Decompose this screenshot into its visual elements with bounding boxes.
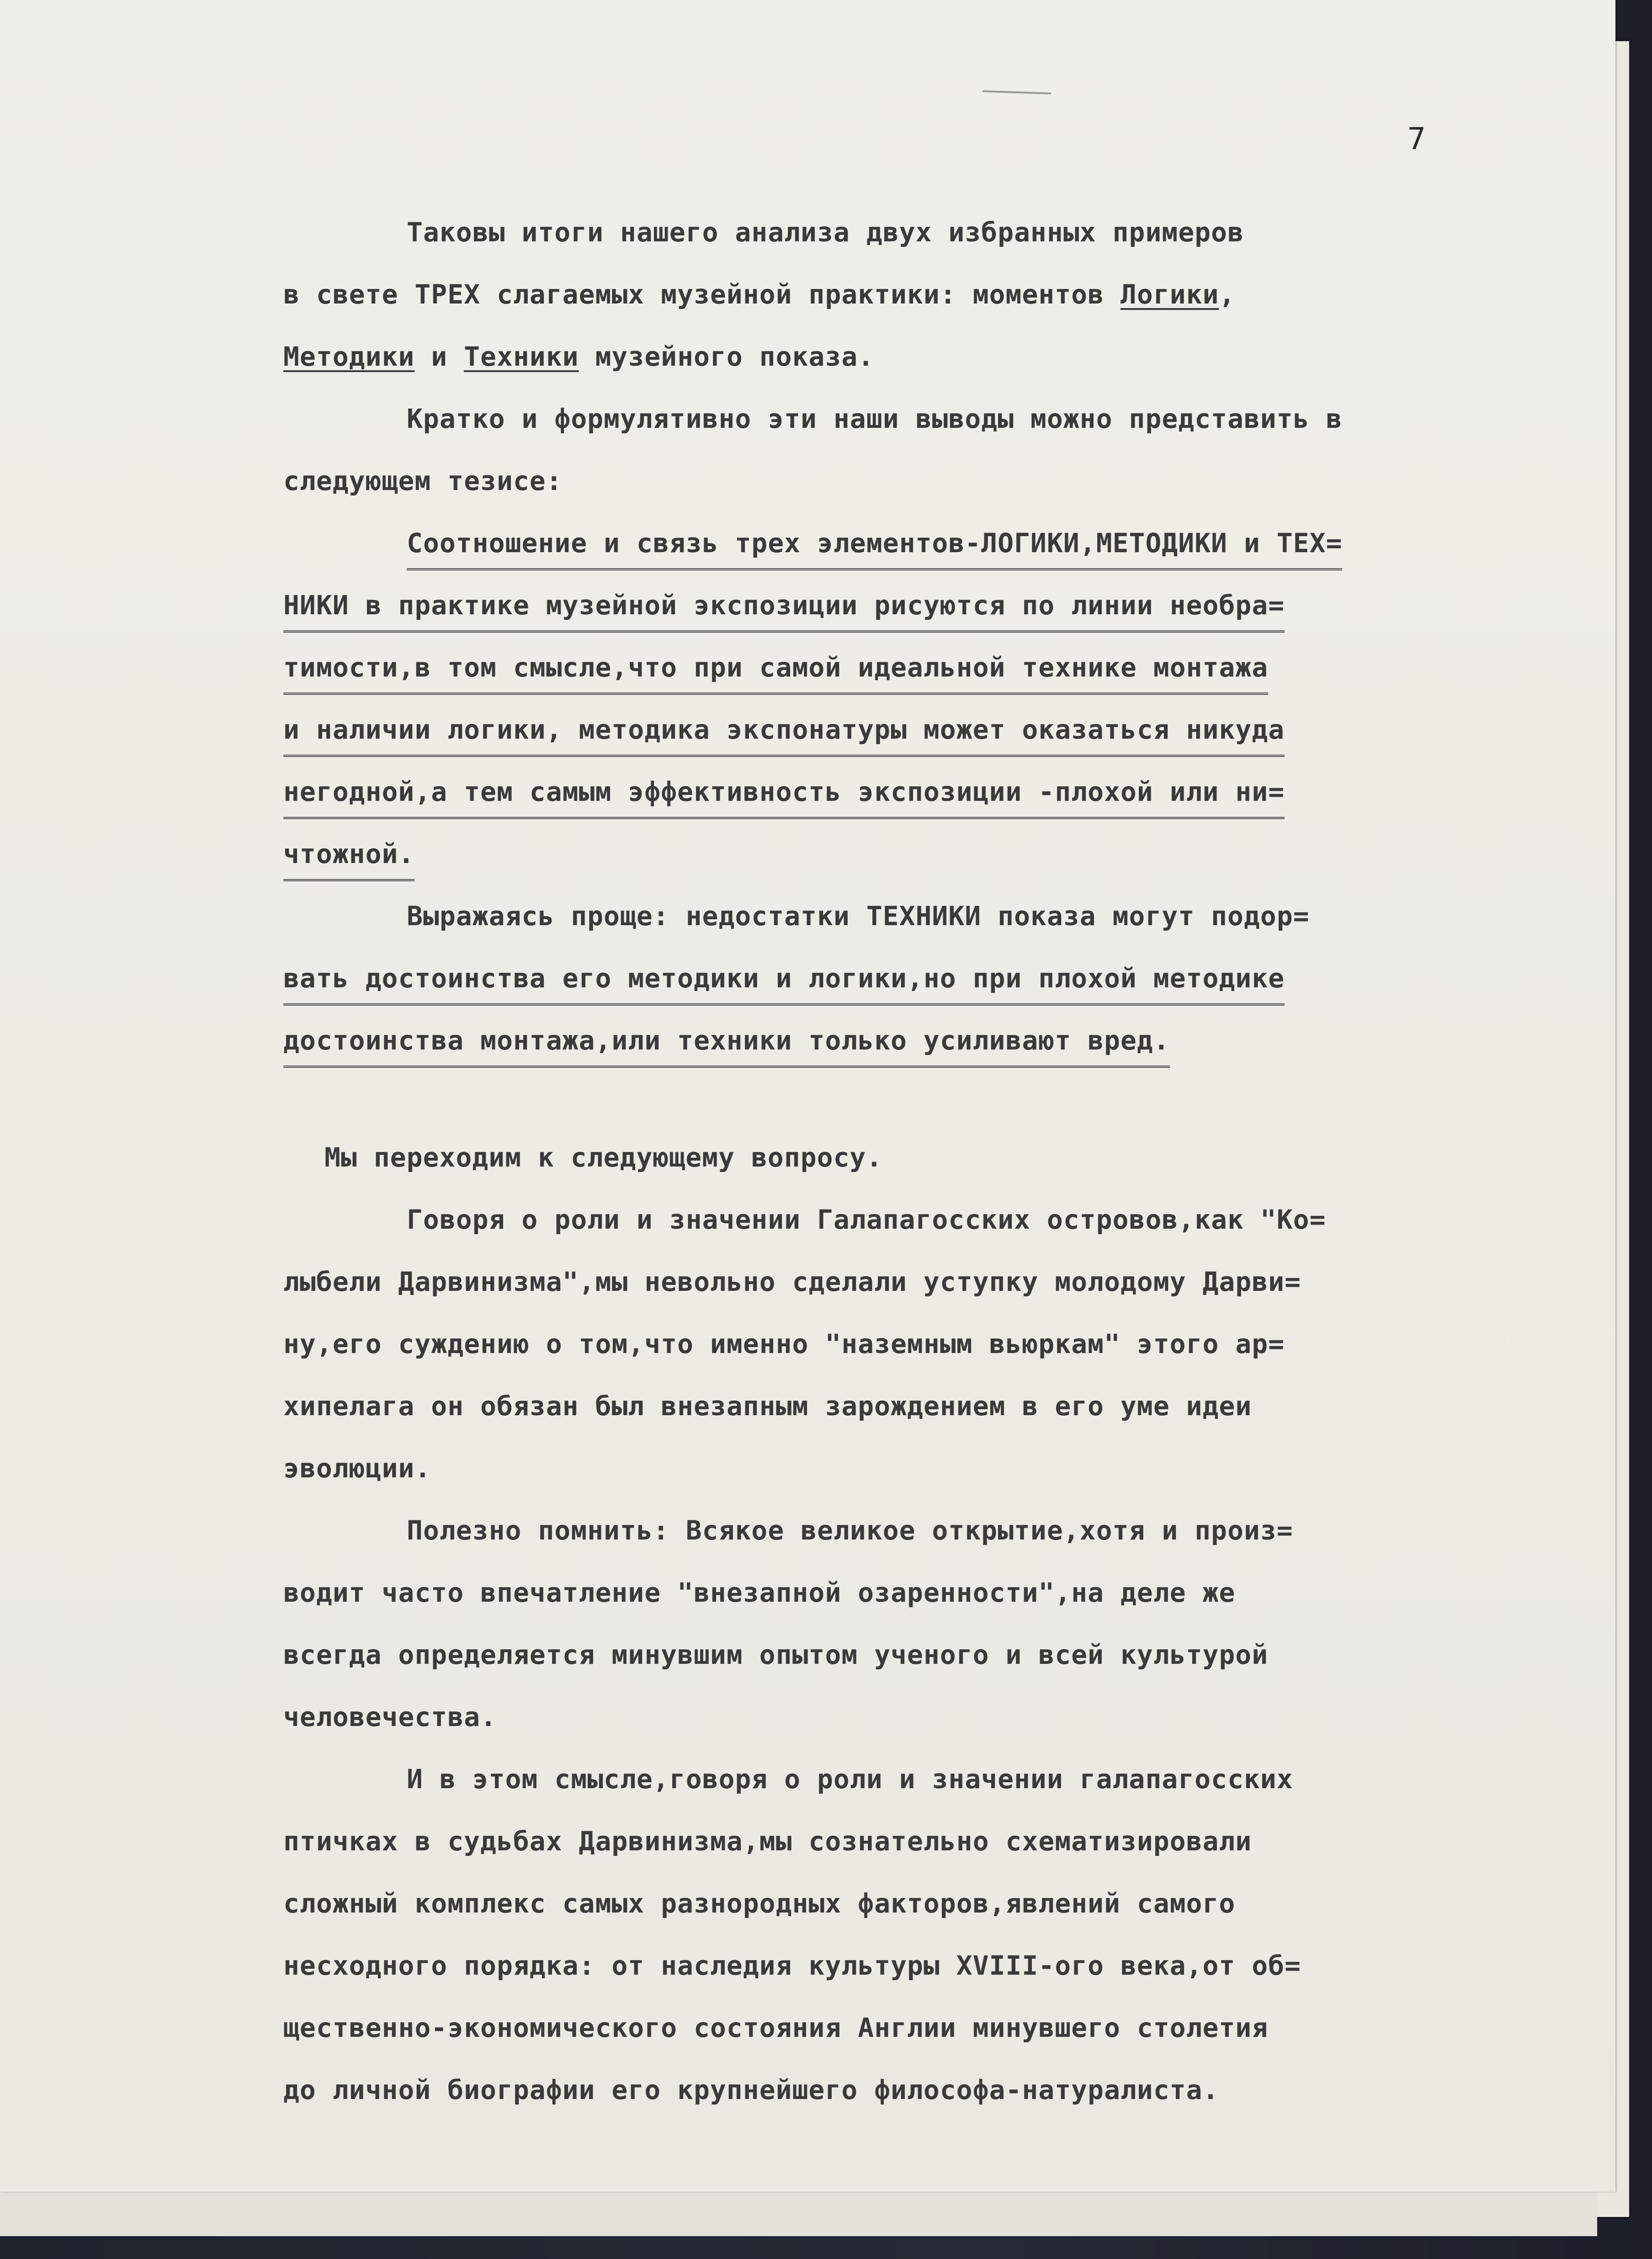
text-line: хипелага он обязан был внезапным зарождением в его уме идеи xyxy=(283,1391,1252,1422)
underlined-word: Логики xyxy=(1120,279,1219,310)
thesis-line: тимости,в том смысле,что при самой идеальной технике монтажа xyxy=(283,636,1563,698)
text-line: сложный комплекс самых разнородных факторов,явлений самого xyxy=(283,1888,1236,1919)
text-line: И в этом смысле,говоря о роли и значении галапагосских xyxy=(407,1764,1293,1795)
thesis-line: достоинства монтажа,или техники только усиливают вред. xyxy=(283,1009,1563,1071)
text-line: человечества. xyxy=(283,1701,497,1732)
text-line: до личной биографии его крупнейшего философа-натуралиста. xyxy=(283,2074,1219,2105)
thesis-line: Соотношение и связь трех элементов-ЛОГИКИ,МЕТОДИКИ и ТЕХ= xyxy=(283,512,1563,574)
thesis-line: Выражаясь проще: недостатки ТЕХНИКИ показа могут подор= xyxy=(407,900,1310,932)
text-line: щественно-экономического состояния Англии минувшего столетия xyxy=(283,2012,1269,2043)
text-line: Кратко и формулятивно эти наши выводы можно представить в xyxy=(407,403,1343,434)
text-line: несходного порядка: от наследия культуры XVIII-ого века,от об= xyxy=(283,1950,1301,1981)
underlined-word: Методики xyxy=(283,341,415,372)
text-line: эволюции. xyxy=(283,1453,431,1484)
text-line: всегда определяется минувшим опытом ученого и всей культурой xyxy=(283,1639,1269,1670)
text-line: Мы переходим к следующему вопросу. xyxy=(324,1142,883,1173)
text-line: Таковы итоги нашего анализа двух избранных примеров xyxy=(407,217,1244,248)
underlined-word: Техники xyxy=(464,341,579,372)
thesis-line: вать достоинства его методики и логики,но при плохой методике xyxy=(283,947,1563,1009)
text-line: ну,его суждению о том,что именно "наземным вьюркам" этого ар= xyxy=(283,1328,1285,1359)
text-line: Говоря о роли и значении Галапагосских островов,как "Ко= xyxy=(407,1204,1326,1235)
text-line: Методики и Техники музейного показа. xyxy=(283,341,875,372)
text-line: Полезно помнить: Всякое великое открытие,хотя и произ= xyxy=(407,1515,1293,1546)
page-number: 7 xyxy=(1408,121,1426,156)
typed-text xyxy=(283,201,1563,2121)
text-line: следующем тезисе: xyxy=(283,465,563,496)
thesis-line: и наличии логики, методика экспонатуры может оказаться никуда xyxy=(283,698,1563,761)
thesis-line: чтожной. xyxy=(283,823,1563,885)
text-line: лыбели Дарвинизма",мы невольно сделали уступку молодому Дарви= xyxy=(283,1266,1301,1297)
text-line: водит часто впечатление "внезапной озаренности",на деле же xyxy=(283,1577,1236,1608)
text-line: птичках в судьбах Дарвинизма,мы сознательно схематизировали xyxy=(283,1826,1252,1857)
thesis-line: негодной,а тем самым эффективность экспозиции -плохой или ни= xyxy=(283,761,1563,823)
pencil-mark xyxy=(983,90,1051,94)
text-line: в свете ТРЕХ слагаемых музейной практики: моментов Логики, xyxy=(283,279,1236,310)
thesis-line: НИКИ в практике музейной экспозиции рисуются по линии необра= xyxy=(283,574,1563,636)
